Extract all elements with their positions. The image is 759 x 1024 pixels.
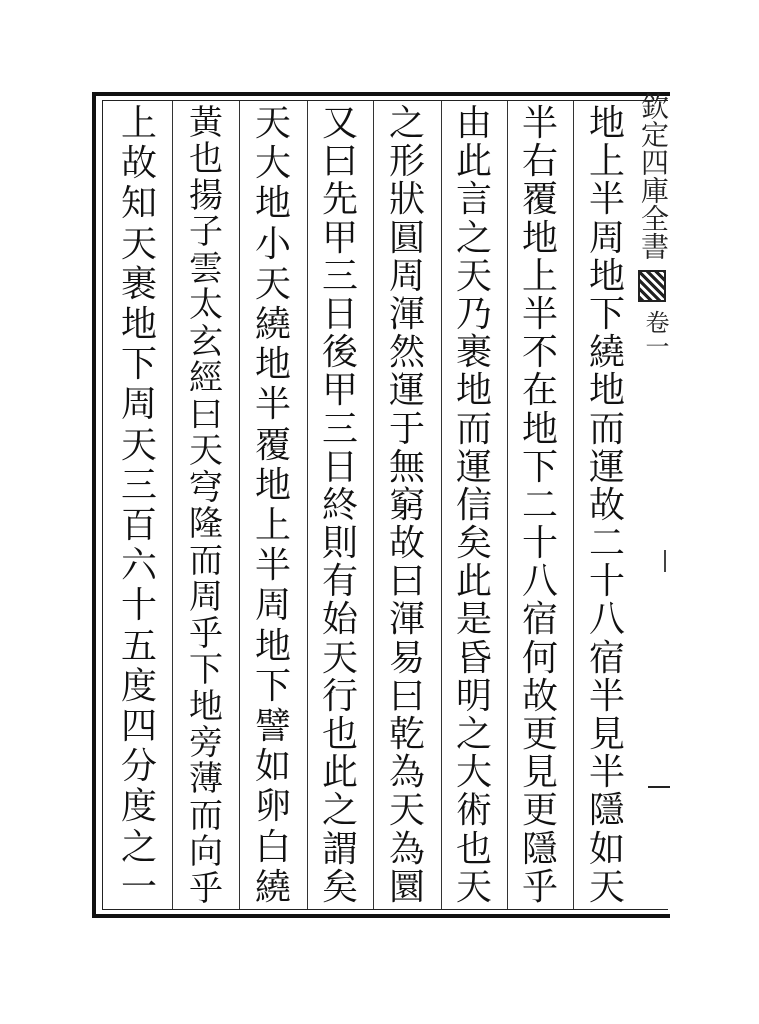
- text-character: 乎: [189, 868, 223, 909]
- text-character: 地: [588, 370, 625, 412]
- text-character: 大: [254, 143, 291, 185]
- text-character: 上: [521, 255, 558, 297]
- text-character: 地: [254, 344, 291, 386]
- text-character: 地: [588, 103, 625, 144]
- text-character: 半: [521, 103, 558, 144]
- text-character: 曰: [388, 675, 425, 717]
- text-character: 宿: [521, 599, 558, 641]
- text-character: 如: [254, 746, 291, 788]
- text-character: 百: [120, 505, 157, 547]
- text-character: 而: [588, 408, 625, 450]
- text-character: 右: [521, 141, 558, 183]
- text-character: 知: [120, 183, 157, 225]
- text-character: 先: [321, 179, 358, 221]
- text-character: 隱: [521, 828, 558, 870]
- text-character: 易: [388, 637, 425, 679]
- page-margin: [634, 92, 670, 452]
- text-character: 大: [455, 752, 492, 794]
- text-character: 子: [189, 212, 223, 253]
- column-rule: [172, 101, 173, 909]
- text-character: 下: [189, 650, 223, 691]
- text-character: 地: [254, 625, 291, 667]
- text-character: 繞: [588, 332, 625, 374]
- text-character: 謂: [321, 828, 358, 870]
- text-character: 此: [455, 141, 492, 183]
- volume-label: 卷一: [641, 310, 669, 358]
- text-character: 周: [120, 384, 157, 426]
- text-character: 地: [254, 464, 291, 506]
- text-character: 故: [120, 143, 157, 185]
- column-rule: [441, 101, 442, 909]
- text-character: 窮: [388, 484, 425, 526]
- text-character: 裹: [120, 263, 157, 305]
- text-character: 四: [120, 706, 157, 748]
- text-character: 之: [120, 826, 157, 868]
- book-title: 欽定四庫全書: [637, 92, 670, 260]
- text-character: 度: [120, 665, 157, 707]
- text-character: 地: [521, 408, 558, 450]
- text-column-8: [110, 103, 168, 908]
- column-rule: [507, 101, 508, 909]
- text-character: 甲: [321, 370, 358, 412]
- text-character: 之: [321, 790, 358, 832]
- text-character: 曰: [321, 141, 358, 183]
- text-character: 揚: [189, 175, 223, 216]
- text-character: 半: [254, 384, 291, 426]
- text-character: 明: [455, 675, 492, 717]
- text-character: 卵: [254, 786, 291, 828]
- text-character: 上: [120, 103, 157, 144]
- text-character: 地: [588, 255, 625, 297]
- text-character: 薄: [189, 759, 223, 800]
- column-rule: [573, 101, 574, 909]
- text-character: 隆: [189, 504, 223, 545]
- text-character: 之: [455, 217, 492, 259]
- text-character: 地: [189, 686, 223, 727]
- text-character: 更: [521, 790, 558, 832]
- text-character: 乎: [189, 613, 223, 654]
- text-character: 形: [388, 141, 425, 183]
- text-character: 故: [588, 484, 625, 526]
- text-character: 天: [254, 103, 291, 144]
- text-character: 曰: [189, 394, 223, 435]
- text-character: 地: [120, 304, 157, 346]
- text-character: 半: [254, 545, 291, 587]
- text-column-6: [244, 103, 302, 908]
- text-character: 甲: [321, 217, 358, 259]
- text-character: 乾: [388, 714, 425, 755]
- text-character: 裹: [455, 332, 492, 374]
- text-character: 十: [120, 585, 157, 627]
- text-character: 此: [321, 752, 358, 794]
- text-character: 此: [455, 561, 492, 603]
- text-character: 由: [455, 103, 492, 144]
- text-character: 繞: [254, 866, 291, 908]
- text-character: 太: [189, 285, 223, 326]
- text-character: 故: [388, 523, 425, 565]
- fish-tail-mark: [638, 270, 666, 302]
- text-character: 度: [120, 786, 157, 828]
- text-character: 覆: [254, 424, 291, 466]
- text-character: 繞: [254, 304, 291, 346]
- text-character: 五: [120, 625, 157, 667]
- text-character: 日: [321, 446, 358, 488]
- text-character: 天: [120, 223, 157, 265]
- text-character: 周: [588, 217, 625, 259]
- text-character: 半: [588, 179, 625, 221]
- text-character: 半: [588, 752, 625, 794]
- text-character: 二: [588, 523, 625, 565]
- text-character: 一: [120, 866, 157, 908]
- text-character: 而: [455, 408, 492, 450]
- text-character: 周: [388, 255, 425, 297]
- text-character: 十: [588, 561, 625, 603]
- text-character: 黃: [189, 103, 223, 143]
- text-character: 故: [521, 675, 558, 717]
- text-character: 乃: [455, 293, 492, 335]
- text-column-1: [578, 103, 636, 908]
- text-character: 之: [388, 103, 425, 144]
- text-character: 狀: [388, 179, 425, 221]
- text-character: 周: [189, 577, 223, 618]
- text-character: 後: [321, 332, 358, 374]
- text-character: 天: [388, 790, 425, 832]
- text-character: 見: [521, 752, 558, 794]
- text-character: 何: [521, 637, 558, 679]
- text-character: 運: [455, 446, 492, 488]
- text-character: 地: [254, 183, 291, 225]
- text-character: 而: [189, 540, 223, 581]
- text-character: 術: [455, 790, 492, 832]
- text-column-7: [177, 103, 235, 909]
- text-character: 而: [189, 795, 223, 836]
- text-character: 矣: [455, 523, 492, 565]
- text-character: 三: [321, 255, 358, 297]
- text-character: 地: [455, 370, 492, 412]
- text-character: 上: [588, 141, 625, 183]
- text-column-3: [445, 103, 503, 908]
- text-character: 無: [388, 446, 425, 488]
- text-character: 周: [254, 585, 291, 627]
- text-character: 八: [521, 561, 558, 603]
- text-character: 天: [455, 255, 492, 297]
- text-character: 旁: [189, 722, 223, 763]
- text-character: 白: [254, 826, 291, 868]
- text-column-4: [378, 103, 436, 908]
- text-character: 經: [189, 358, 223, 399]
- text-character: 曰: [388, 561, 425, 603]
- text-character: 矣: [321, 866, 358, 908]
- text-character: 昏: [455, 637, 492, 679]
- text-character: 圓: [388, 217, 425, 259]
- text-character: 然: [388, 332, 425, 374]
- text-character: 半: [521, 293, 558, 335]
- text-character: 如: [588, 828, 625, 870]
- text-character: 穹: [189, 467, 223, 508]
- text-character: 十: [521, 523, 558, 565]
- text-character: 是: [455, 599, 492, 641]
- text-character: 也: [321, 714, 358, 755]
- text-character: 三: [120, 464, 157, 506]
- text-character: 天: [321, 637, 358, 679]
- text-column-2: [511, 103, 569, 908]
- text-character: 下: [120, 344, 157, 386]
- text-character: 天: [120, 424, 157, 466]
- text-character: 天: [588, 866, 625, 908]
- text-character: 上: [254, 505, 291, 547]
- text-character: 地: [521, 217, 558, 259]
- text-character: 天: [189, 431, 223, 472]
- text-character: 渾: [388, 599, 425, 641]
- text-character: 二: [521, 484, 558, 526]
- text-character: 于: [388, 408, 425, 450]
- text-column-5: [311, 103, 369, 908]
- text-character: 宿: [588, 637, 625, 679]
- text-character: 渾: [388, 293, 425, 335]
- text-character: 隱: [588, 790, 625, 832]
- text-character: 向: [189, 832, 223, 873]
- text-character: 圜: [388, 866, 425, 908]
- text-character: 為: [388, 828, 425, 870]
- text-character: 信: [455, 484, 492, 526]
- text-character: 半: [588, 675, 625, 717]
- text-character: 覆: [521, 179, 558, 221]
- text-character: 行: [321, 675, 358, 717]
- text-character: 則: [321, 523, 358, 565]
- text-character: 乎: [521, 866, 558, 908]
- text-character: 天: [254, 263, 291, 305]
- text-character: 始: [321, 599, 358, 641]
- text-character: 為: [388, 752, 425, 794]
- text-character: 下: [588, 293, 625, 335]
- text-character: 天: [455, 866, 492, 908]
- text-character: 玄: [189, 321, 223, 362]
- text-character: 日: [321, 293, 358, 335]
- text-character: 六: [120, 545, 157, 587]
- text-character: 也: [455, 828, 492, 870]
- column-rule: [373, 101, 374, 909]
- margin-tick: [648, 786, 670, 788]
- text-character: 也: [189, 139, 223, 180]
- text-character: 小: [254, 223, 291, 265]
- text-character: 不: [521, 332, 558, 374]
- text-character: 雲: [189, 248, 223, 289]
- text-character: 下: [254, 665, 291, 707]
- text-character: 言: [455, 179, 492, 221]
- text-character: 三: [321, 408, 358, 450]
- text-character: 運: [588, 446, 625, 488]
- text-character: 在: [521, 370, 558, 412]
- text-character: 下: [521, 446, 558, 488]
- margin-tick: [664, 550, 666, 572]
- text-character: 譬: [254, 706, 291, 748]
- text-character: 更: [521, 714, 558, 755]
- text-character: 八: [588, 599, 625, 641]
- text-character: 見: [588, 714, 625, 755]
- column-rule: [239, 101, 240, 909]
- text-character: 有: [321, 561, 358, 603]
- text-character: 又: [321, 103, 358, 144]
- text-character: 終: [321, 484, 358, 526]
- column-rule: [307, 101, 308, 909]
- text-character: 分: [120, 746, 157, 788]
- text-character: 運: [388, 370, 425, 412]
- text-character: 之: [455, 714, 492, 755]
